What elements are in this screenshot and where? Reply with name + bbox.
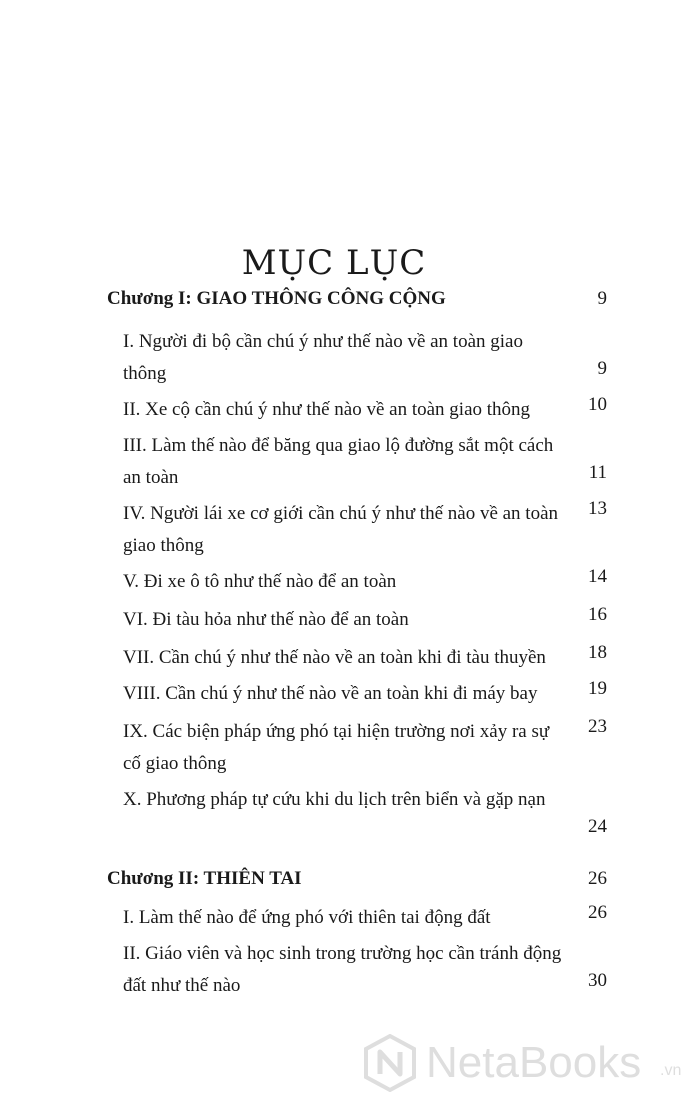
toc-page-number: 18 [588,642,607,663]
toc-entry-title: IV. Người lái xe cơ giới cần chú ý như thế nào về an toàn giao thông [123,503,559,556]
toc-entry [107,498,607,564]
toc-chapter [107,868,607,898]
toc-entry-title: I. Người đi bộ cần chú ý như thế nào về an toàn giao thông [123,331,523,384]
toc-page-number: 23 [588,716,607,737]
toc-chapter-title: Chương II: THIÊN TAI [107,868,302,889]
toc-entry-title: III. Làm thế nào để băng qua giao lộ đường sắt một cách an toàn [123,435,554,488]
toc-entry-title: I. Làm thế nào để ứng phó với thiên tai động đất [123,907,491,928]
watermark-suffix: .vn [660,1062,682,1079]
toc-entry [107,394,607,428]
page-title: MỤC LỤC [241,242,427,283]
toc-page-number: 30 [588,970,607,991]
toc-page-number: 19 [588,678,607,699]
watermark [364,1032,694,1098]
toc-page-number: 24 [588,816,607,837]
toc-page-number: 9 [597,358,607,379]
toc-entry [107,902,607,936]
toc-entry-title: IX. Các biện pháp ứng phó tại hiện trường nơi xảy ra sự cố giao thông [123,721,550,774]
toc-entry [107,326,607,392]
toc-page-number: 9 [597,288,607,309]
toc-page-number: 14 [588,566,607,587]
toc-entry [107,784,607,850]
toc-entry [107,642,607,676]
toc-entry-title: II. Xe cộ cần chú ý như thế nào về an toàn giao thông [123,399,531,420]
toc-entry-title: VIII. Cần chú ý như thế nào về an toàn khi đi máy bay [123,683,538,704]
toc-page-number: 26 [588,868,607,889]
toc-entry [107,430,607,496]
toc-entry [107,716,607,782]
toc-entry-title: VI. Đi tàu hỏa như thế nào để an toàn [123,609,409,630]
netabooks-logo-icon [364,1034,416,1092]
toc-page-number: 11 [588,462,607,483]
toc-entry-title: II. Giáo viên và học sinh trong trường học cần tránh động đất như thế nào [123,943,562,996]
toc-entry-title: X. Phương pháp tự cứu khi du lịch trên biển và gặp nạn [123,789,546,810]
toc-page-number: 13 [588,498,607,519]
toc-entry [107,566,607,600]
toc-entry-title: VII. Cần chú ý như thế nào về an toàn khi đi tàu thuyền [123,647,546,668]
toc-entry-title: V. Đi xe ô tô như thế nào để an toàn [123,571,397,592]
toc-page-number: 16 [588,604,607,625]
toc-entry [107,678,607,712]
toc-entry [107,938,607,1004]
toc-page-number: 10 [588,394,607,415]
watermark-brand: NetaBooks [426,1038,642,1087]
toc-chapter-title: Chương I: GIAO THÔNG CÔNG CỘNG [107,288,446,309]
toc-entry [107,604,607,638]
toc-chapter [107,288,607,318]
toc-page-number: 26 [588,902,607,923]
